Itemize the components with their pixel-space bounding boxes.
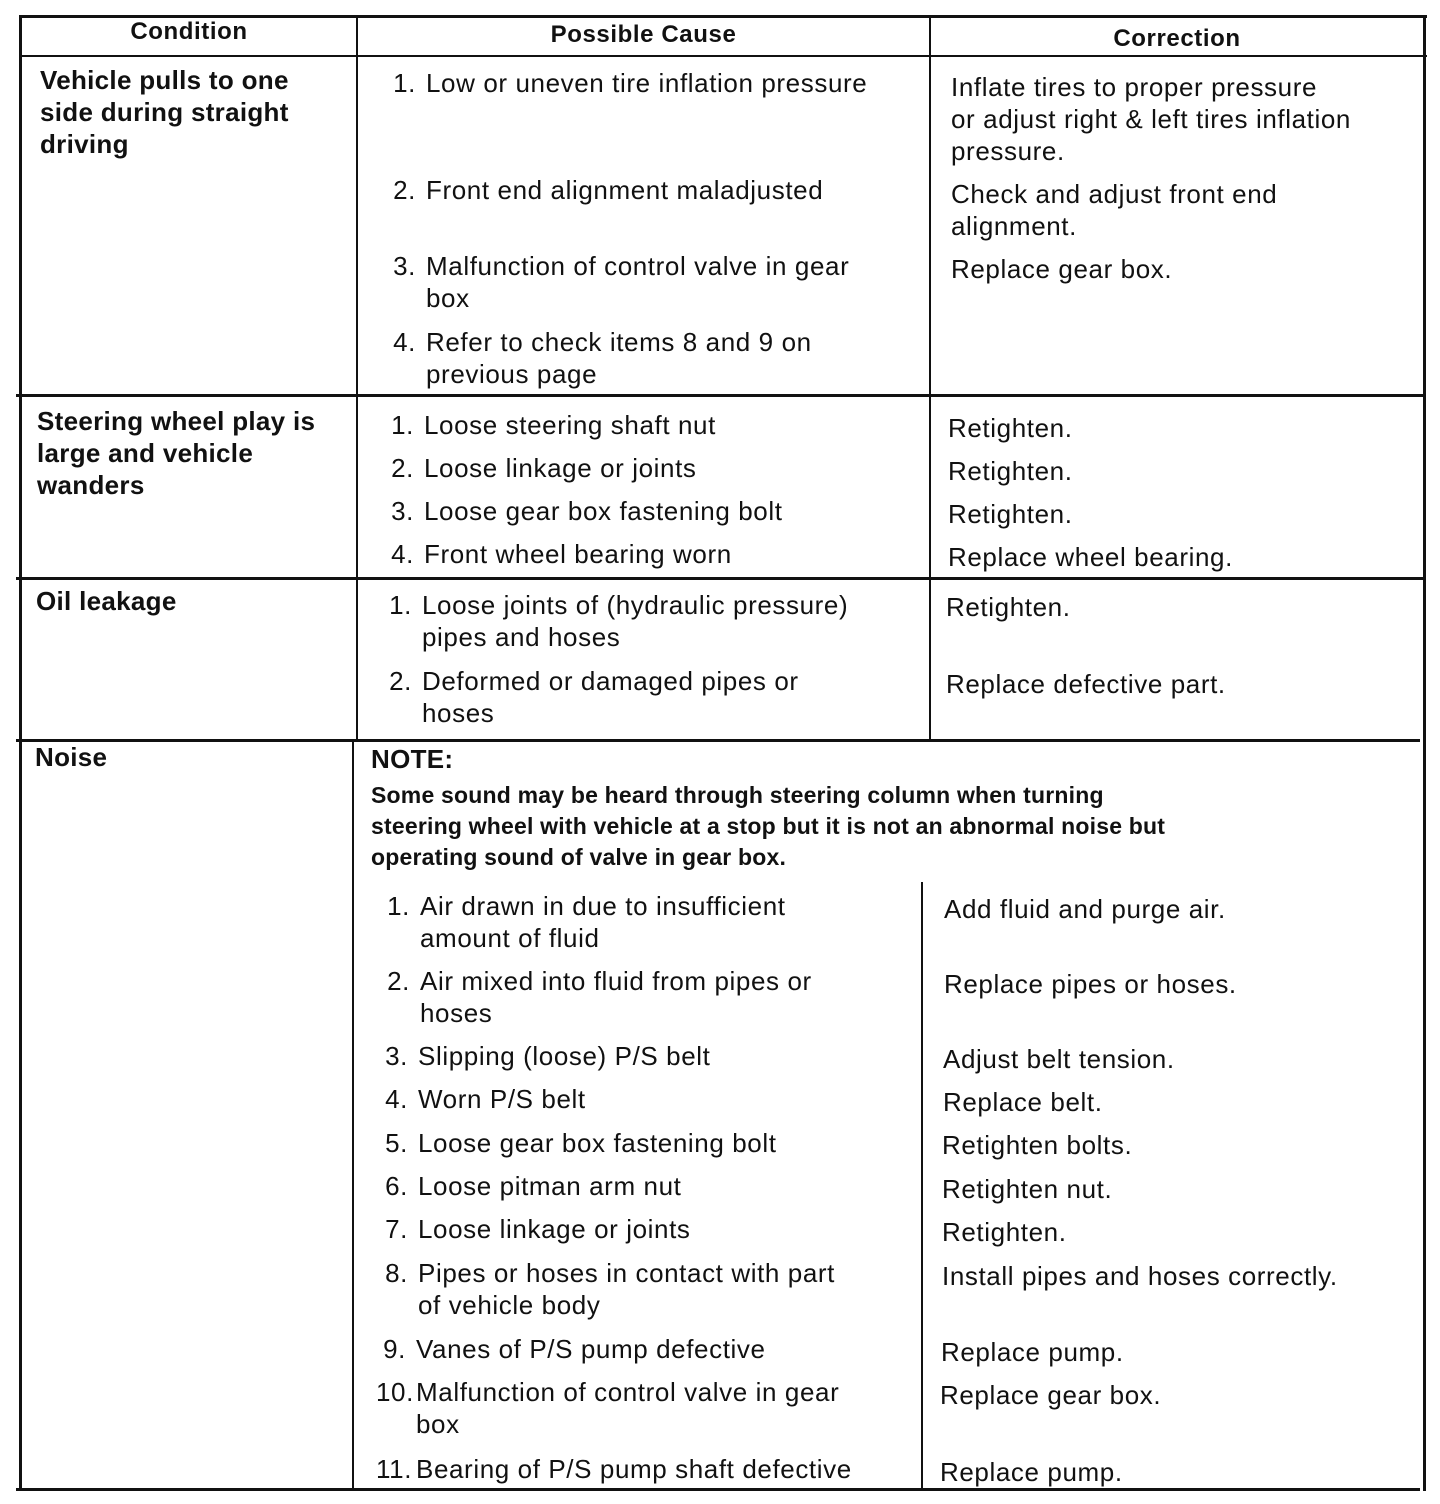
cause-text: Air drawn in due to insufficient amount of fluid (420, 891, 786, 953)
cause-text: Loose gear box fastening bolt (424, 496, 783, 526)
table-border-right (1423, 15, 1426, 1491)
correction-text: Replace wheel bearing. (948, 542, 1233, 572)
condition-noise: Noise (35, 742, 108, 772)
cause-number: 2. (393, 175, 416, 205)
cause-text: Low or uneven tire inflation pressure (426, 68, 868, 98)
note-text: Some sound may be heard through steering column when turning steering wheel with vehicle at a stop but it is not an abnormal noise but operating sound of valve in gear box. (371, 782, 1166, 870)
note-label: NOTE: (371, 744, 454, 774)
row-divider-1 (16, 394, 1424, 397)
correction-text: Retighten. (948, 413, 1073, 443)
cause-number: 3. (391, 496, 414, 526)
cause-text: Worn P/S belt (418, 1084, 586, 1114)
header-divider (20, 55, 1427, 57)
cause-number: 1. (393, 68, 416, 98)
correction-text: Inflate tires to proper pressure or adjust right & left tires inflation pressure. (951, 72, 1351, 166)
cause-number: 1. (389, 590, 412, 620)
cause-number: 2. (391, 453, 414, 483)
cause-text: Loose pitman arm nut (418, 1171, 682, 1201)
cause-number: 6. (385, 1171, 408, 1201)
correction-text: Replace gear box. (951, 254, 1173, 284)
condition-column-divider-noise (352, 742, 354, 1490)
cause-text: Pipes or hoses in contact with part of vehicle body (418, 1258, 835, 1320)
correction-column-divider-noise (921, 882, 923, 1490)
cause-text: Front wheel bearing worn (424, 539, 732, 569)
correction-text: Retighten nut. (942, 1174, 1113, 1204)
correction-text: Replace pump. (940, 1457, 1123, 1487)
cause-text: Front end alignment maladjusted (426, 175, 824, 205)
cause-number: 9. (383, 1334, 406, 1364)
cause-number: 4. (393, 327, 416, 357)
correction-column-divider (929, 15, 931, 740)
correction-text: Check and adjust front end alignment. (951, 179, 1278, 241)
cause-number: 2. (387, 966, 410, 996)
cause-number: 8. (385, 1258, 408, 1288)
cause-number: 11. (376, 1454, 413, 1484)
row-divider-2 (16, 577, 1424, 580)
table-border-left (19, 15, 22, 1491)
row-divider-3 (16, 739, 1420, 742)
cause-text: Loose gear box fastening bolt (418, 1128, 777, 1158)
cause-number: 4. (385, 1084, 408, 1114)
cause-text: Air mixed into fluid from pipes or hoses (420, 966, 812, 1028)
correction-text: Retighten. (946, 592, 1071, 622)
correction-text: Retighten. (948, 499, 1073, 529)
cause-number: 3. (385, 1041, 408, 1071)
condition-column-divider (356, 15, 358, 742)
header-possible-cause: Possible Cause (550, 21, 737, 48)
cause-number: 5. (385, 1128, 408, 1158)
header-condition: Condition (130, 18, 248, 45)
cause-text: Loose steering shaft nut (424, 410, 716, 440)
correction-text: Retighten bolts. (942, 1130, 1133, 1160)
cause-number: 1. (387, 891, 410, 921)
cause-text: Malfunction of control valve in gear box (426, 251, 850, 313)
cause-text: Loose joints of (hydraulic pressure) pipes and hoses (422, 590, 849, 652)
cause-text: Loose linkage or joints (424, 453, 697, 483)
header-correction: Correction (1113, 25, 1241, 52)
correction-text: Replace pump. (941, 1337, 1124, 1367)
cause-text: Deformed or damaged pipes or hoses (422, 666, 799, 728)
cause-number: 1. (391, 410, 414, 440)
correction-text: Retighten. (948, 456, 1073, 486)
cause-number: 2. (389, 666, 412, 696)
correction-text: Add fluid and purge air. (944, 894, 1226, 924)
correction-text: Replace defective part. (946, 669, 1226, 699)
condition-steering-play: Steering wheel play is large and vehicle wanders (37, 406, 316, 500)
correction-text: Adjust belt tension. (943, 1044, 1175, 1074)
cause-number: 3. (393, 251, 416, 281)
cause-text: Loose linkage or joints (418, 1214, 691, 1244)
cause-number: 7. (385, 1214, 408, 1244)
cause-text: Malfunction of control valve in gear box (416, 1377, 840, 1439)
cause-number: 4. (391, 539, 414, 569)
correction-text: Retighten. (942, 1217, 1067, 1247)
correction-text: Replace pipes or hoses. (944, 969, 1237, 999)
table-border-bottom (16, 1488, 1420, 1491)
condition-pulls: Vehicle pulls to one side during straight driving (40, 65, 289, 159)
correction-text: Replace gear box. (940, 1380, 1162, 1410)
condition-oil-leakage: Oil leakage (36, 586, 177, 616)
cause-text: Vanes of P/S pump defective (416, 1334, 766, 1364)
cause-text: Bearing of P/S pump shaft defective (416, 1454, 852, 1484)
cause-text: Refer to check items 8 and 9 on previous page (426, 327, 812, 389)
cause-number: 10. (376, 1377, 414, 1407)
cause-text: Slipping (loose) P/S belt (418, 1041, 711, 1071)
correction-text: Install pipes and hoses correctly. (942, 1261, 1338, 1291)
correction-text: Replace belt. (943, 1087, 1103, 1117)
